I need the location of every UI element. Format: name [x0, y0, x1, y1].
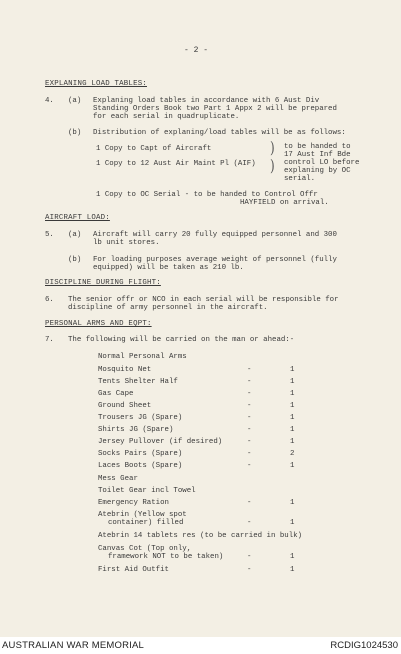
- distribution-line-2: 1 Copy to 12 Aust Air Maint Pl (AIF): [96, 160, 256, 168]
- equipment-item-name: Ground Sheet: [98, 402, 152, 410]
- equipment-item-name: Gas Cape: [98, 390, 134, 398]
- emergency-ration-dash: -: [247, 499, 252, 507]
- emergency-ration-qty: 1: [290, 499, 295, 507]
- distribution-note-line-5: serial.: [284, 175, 316, 183]
- distribution-brace-1: ): [270, 138, 275, 158]
- equipment-item-name: Trousers JG (Spare): [98, 414, 183, 422]
- footer-record-id: RCDIG1024530: [330, 640, 398, 651]
- canvas-cot-dash: -: [247, 553, 252, 561]
- atebrin-qty: 1: [290, 519, 295, 527]
- equipment-item-qty: 1: [290, 462, 295, 470]
- emergency-ration: Emergency Ration: [98, 499, 169, 507]
- canvas-cot-qty: 1: [290, 553, 295, 561]
- para-5a-line-2: lb unit stores.: [93, 239, 160, 247]
- para-6-line-1: The senior offr or NCO in each serial will be responsible for: [68, 296, 339, 304]
- para-4a-line-2: Standing Orders Book two Part 1 Appx 2 will be prepared: [93, 105, 337, 113]
- heading-discipline-during-flight: DISCIPLINE DURING FLIGHT:: [45, 279, 161, 287]
- toilet-gear: Toilet Gear incl Towel: [98, 487, 196, 495]
- canvas-cot-line-1: Canvas Cot (Top only,: [98, 545, 192, 553]
- equipment-item-dash: -: [247, 462, 252, 470]
- equipment-item-dash: -: [247, 378, 252, 386]
- distribution-note-line-2: 17 Aust Inf Bde: [284, 151, 351, 159]
- equipment-item-qty: 1: [290, 402, 295, 410]
- equipment-item-dash: -: [247, 450, 252, 458]
- para-5b-line-2: equipped) will be taken as 210 lb.: [93, 264, 244, 272]
- canvas-cot-line-2: framework NOT to be taken): [108, 553, 224, 561]
- para-4a-label: (a): [68, 97, 82, 105]
- equipment-item-dash: -: [247, 414, 252, 422]
- equipment-item-name: Mosquito Net: [98, 366, 152, 374]
- atebrin-line-1: Atebrin (Yellow spot: [98, 511, 187, 519]
- para-4a-line-3: for each serial in quadruplicate.: [93, 113, 240, 121]
- equipment-item-name: Laces Boots (Spare): [98, 462, 183, 470]
- para-4b-label: (b): [68, 129, 82, 137]
- para-5b-line-1: For loading purposes average weight of personnel (fully: [93, 256, 337, 264]
- heading-explaning-load-tables: EXPLANING LOAD TABLES:: [45, 80, 147, 88]
- equipment-item-qty: 2: [290, 450, 295, 458]
- equipment-item-name: Tents Shelter Half: [98, 378, 178, 386]
- heading-aircraft-load: AIRCRAFT LOAD:: [45, 214, 110, 222]
- equipment-item-dash: -: [247, 390, 252, 398]
- para-7-intro: The following will be carried on the man or ahead:-: [68, 336, 295, 344]
- first-aid-qty: 1: [290, 566, 295, 574]
- para-6-line-2: discipline of army personnel in the aircraft.: [68, 304, 268, 312]
- para-number-6: 6.: [45, 296, 54, 304]
- equipment-item-qty: 1: [290, 438, 295, 446]
- equipment-item-qty: 1: [290, 378, 295, 386]
- para-4b-text: Distribution of explaning/load tables will be as follows:: [93, 129, 346, 137]
- footer-bar: [0, 637, 401, 654]
- equipment-item-dash: -: [247, 402, 252, 410]
- para-5b-label: (b): [68, 256, 82, 264]
- equipment-item-name: Jersey Pullover (if desired): [98, 438, 223, 446]
- mess-gear: Mess Gear: [98, 475, 138, 483]
- equipment-item-qty: 1: [290, 414, 295, 422]
- page-number: - 2 -: [184, 46, 209, 55]
- atebrin-line-2: container) filled: [108, 519, 184, 527]
- equipment-item-qty: 1: [290, 426, 295, 434]
- equipment-item-qty: 1: [290, 366, 295, 374]
- footer-source: AUSTRALIAN WAR MEMORIAL: [2, 640, 145, 651]
- equipment-item-name: Socks Pairs (Spare): [98, 450, 183, 458]
- equipment-item-qty: 1: [290, 390, 295, 398]
- equipment-item-name: Shirts JG (Spare): [98, 426, 174, 434]
- first-aid-dash: -: [247, 566, 252, 574]
- atebrin-tablets: Atebrin 14 tablets res (to be carried in bulk): [98, 532, 303, 540]
- normal-personal-arms: Normal Personal Arms: [98, 353, 187, 361]
- distribution-brace-2: ): [270, 156, 275, 176]
- para-number-5: 5.: [45, 231, 54, 239]
- distribution-note-line-3: control LO before: [284, 159, 360, 167]
- equipment-item-dash: -: [247, 438, 252, 446]
- para-number-4: 4.: [45, 97, 54, 105]
- distribution-line-3-cont: HAYFIELD on arrival.: [240, 199, 329, 207]
- equipment-item-dash: -: [247, 426, 252, 434]
- atebrin-dash: -: [247, 519, 252, 527]
- para-4a-line-1: Explaning load tables in accordance with 6 Aust Div: [93, 97, 320, 105]
- distribution-note-line-1: to be handed to: [284, 143, 351, 151]
- para-number-7: 7.: [45, 336, 54, 344]
- para-5a-label: (a): [68, 231, 82, 239]
- equipment-item-dash: -: [247, 366, 252, 374]
- distribution-line-3: 1 Copy to OC Serial - to be handed to Control Offr: [96, 191, 318, 199]
- heading-personal-arms-eqpt: PERSONAL ARMS AND EQPT:: [45, 320, 152, 328]
- distribution-note-line-4: explaning by OC: [284, 167, 351, 175]
- para-5a-line-1: Aircraft will carry 20 fully equipped personnel and 300: [93, 231, 337, 239]
- first-aid-outfit: First Aid Outfit: [98, 566, 169, 574]
- distribution-line-1: 1 Copy to Capt of Aircraft: [96, 145, 212, 153]
